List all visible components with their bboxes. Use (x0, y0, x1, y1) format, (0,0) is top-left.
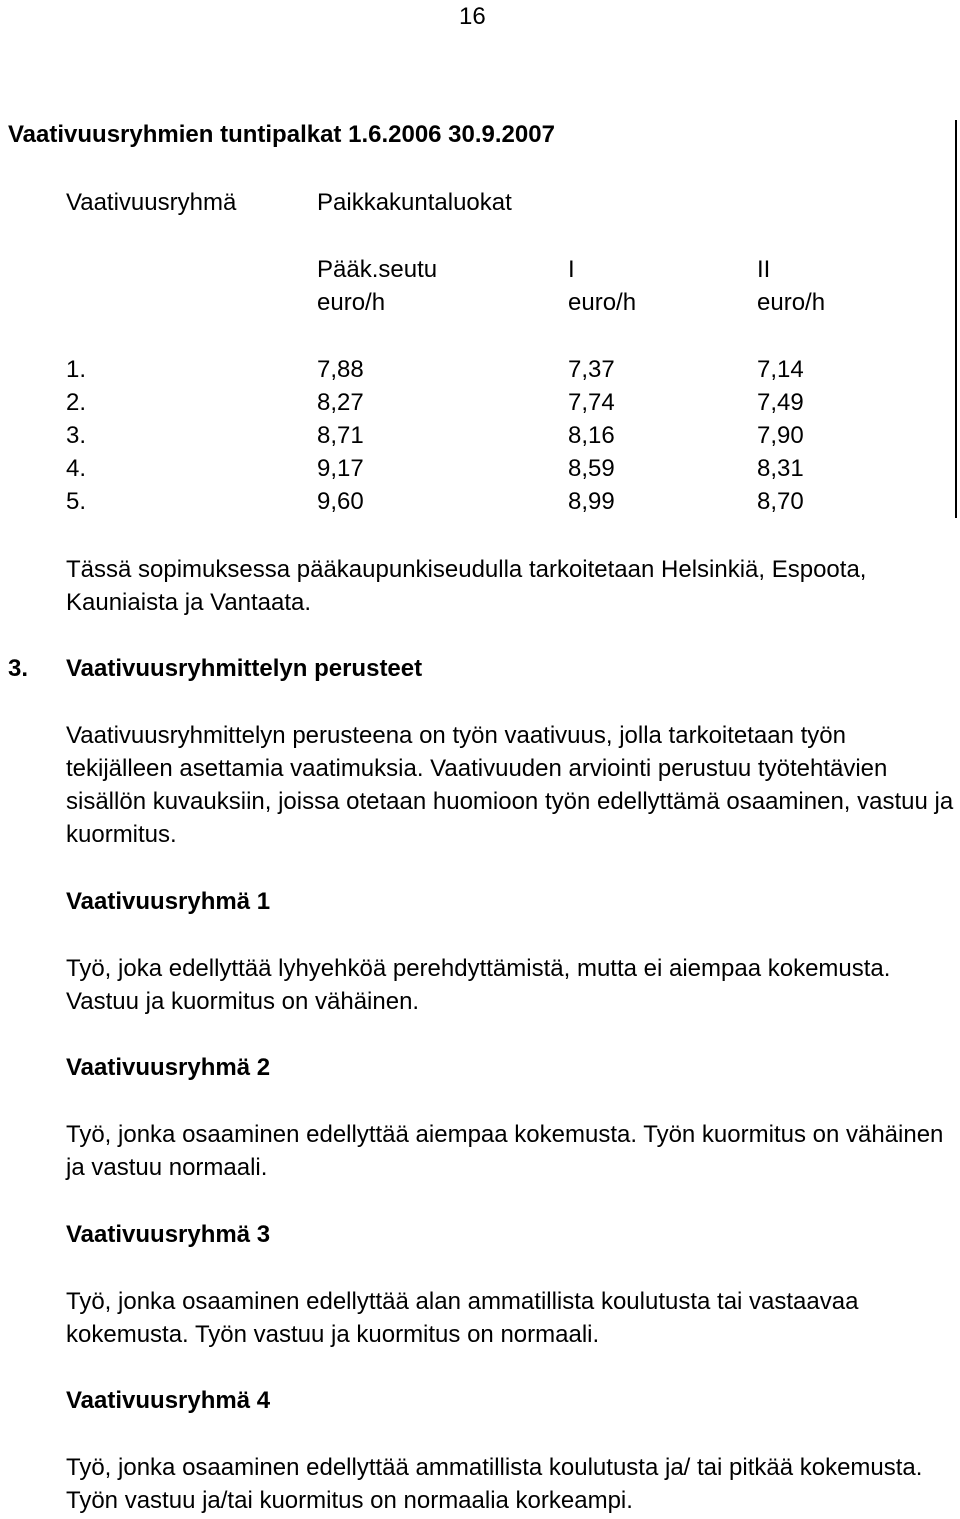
rate-cell: 8,71 (317, 422, 364, 449)
section-number: 3. (8, 655, 29, 682)
row-group-label: 5. (66, 488, 87, 515)
section-intro: Vaativuusryhmittelyn perusteena on työn vaativuus, jolla tarkoitetaan työn tekijälleen asettamia vaatimuksia. Vaativuuden arviointi perustuu työtehtävien sisällön kuvauksiin, joissa otetaan huomioon työn edellyttämä osaaminen, vastuu ja kuormitus. (66, 722, 954, 848)
rate-cell: 8,59 (568, 455, 615, 482)
rate-cell: 7,90 (757, 422, 804, 449)
section-heading: Vaativuusryhmittelyn perusteet (66, 655, 423, 682)
rate-cell: 8,31 (757, 455, 804, 482)
rate-cell: 7,74 (568, 389, 615, 416)
group-heading-1: Vaativuusryhmä 1 (66, 888, 271, 915)
row-group-label: 1. (66, 356, 87, 383)
rate-cell: 9,60 (317, 488, 364, 515)
column-unit-class-1: euro/h (568, 289, 637, 316)
group-heading-4: Vaativuusryhmä 4 (66, 1387, 271, 1414)
table-title: Vaativuusryhmien tuntipalkat 1.6.2006 30.9.2007 (8, 121, 555, 148)
rate-cell: 9,17 (317, 455, 364, 482)
rate-cell: 8,27 (317, 389, 364, 416)
rate-cell: 7,37 (568, 356, 615, 383)
column-unit-class-2: euro/h (757, 289, 826, 316)
row-group-label: 3. (66, 422, 87, 449)
rate-cell: 7,49 (757, 389, 804, 416)
group-description-3: Työ, jonka osaaminen edellyttää alan ammatillista koulutusta tai vastaavaa kokemusta. Työn vastuu ja kuormitus on normaali. (66, 1288, 859, 1348)
group-description-2: Työ, jonka osaaminen edellyttää aiempaa kokemusta. Työn kuormitus on vähäinen ja vastuu normaali. (66, 1121, 944, 1181)
row-group-label: 4. (66, 455, 87, 482)
group-description-4: Työ, jonka osaaminen edellyttää ammatillista koulutusta ja/ tai pitkää kokemusta. Työn vastuu ja/tai kuormitus on normaalia korkeampi. (66, 1454, 923, 1514)
column-header-class-1: I (568, 256, 575, 283)
group-heading-2: Vaativuusryhmä 2 (66, 1054, 271, 1081)
margin-rule (955, 120, 957, 518)
group-heading-3: Vaativuusryhmä 3 (66, 1221, 271, 1248)
row-group-label: 2. (66, 389, 87, 416)
rate-cell: 8,99 (568, 488, 615, 515)
rate-cell: 7,14 (757, 356, 804, 383)
rate-cell: 8,70 (757, 488, 804, 515)
region-note: Tässä sopimuksessa pääkaupunkiseudulla tarkoitetaan Helsinkiä, Espoota, Kauniaista ja Vantaata. (66, 556, 867, 616)
group-column-header: Vaativuusryhmä (66, 189, 237, 216)
column-header-class-2: II (757, 256, 771, 283)
rate-cell: 8,16 (568, 422, 615, 449)
page-number: 16 (459, 3, 486, 30)
column-header-paak-seutu: Pääk.seutu (317, 256, 438, 283)
location-header: Paikkakuntaluokat (317, 189, 512, 216)
column-unit-paak-seutu: euro/h (317, 289, 386, 316)
rate-cell: 7,88 (317, 356, 364, 383)
group-description-1: Työ, joka edellyttää lyhyehköä perehdyttämistä, mutta ei aiempaa kokemusta. Vastuu ja kuormitus on vähäinen. (66, 955, 891, 1015)
